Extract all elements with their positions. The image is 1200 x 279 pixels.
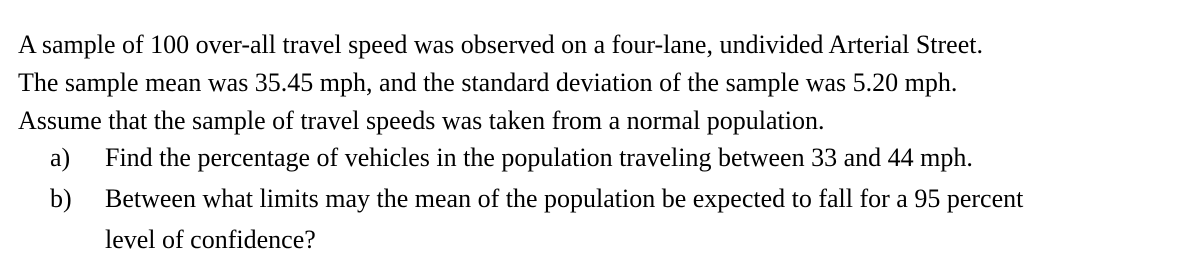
problem-line-3: Assume that the sample of travel speeds was taken from a normal population. [18,106,825,135]
question-a-text: Find the percentage of vehicles in the population traveling between 33 and 44 mph. [105,143,973,172]
question-a-marker: a) [50,143,71,172]
question-b-continuation: level of confidence? [105,225,316,254]
question-b-marker: b) [50,184,72,213]
question-b-text: Between what limits may the mean of the population be expected to fall for a 95 percent [105,184,1024,213]
problem-line-2: The sample mean was 35.45 mph, and the standard deviation of the sample was 5.20 mph. [18,68,958,97]
problem-line-1: A sample of 100 over-all travel speed was observed on a four-lane, undivided Arterial Street. [18,30,983,59]
